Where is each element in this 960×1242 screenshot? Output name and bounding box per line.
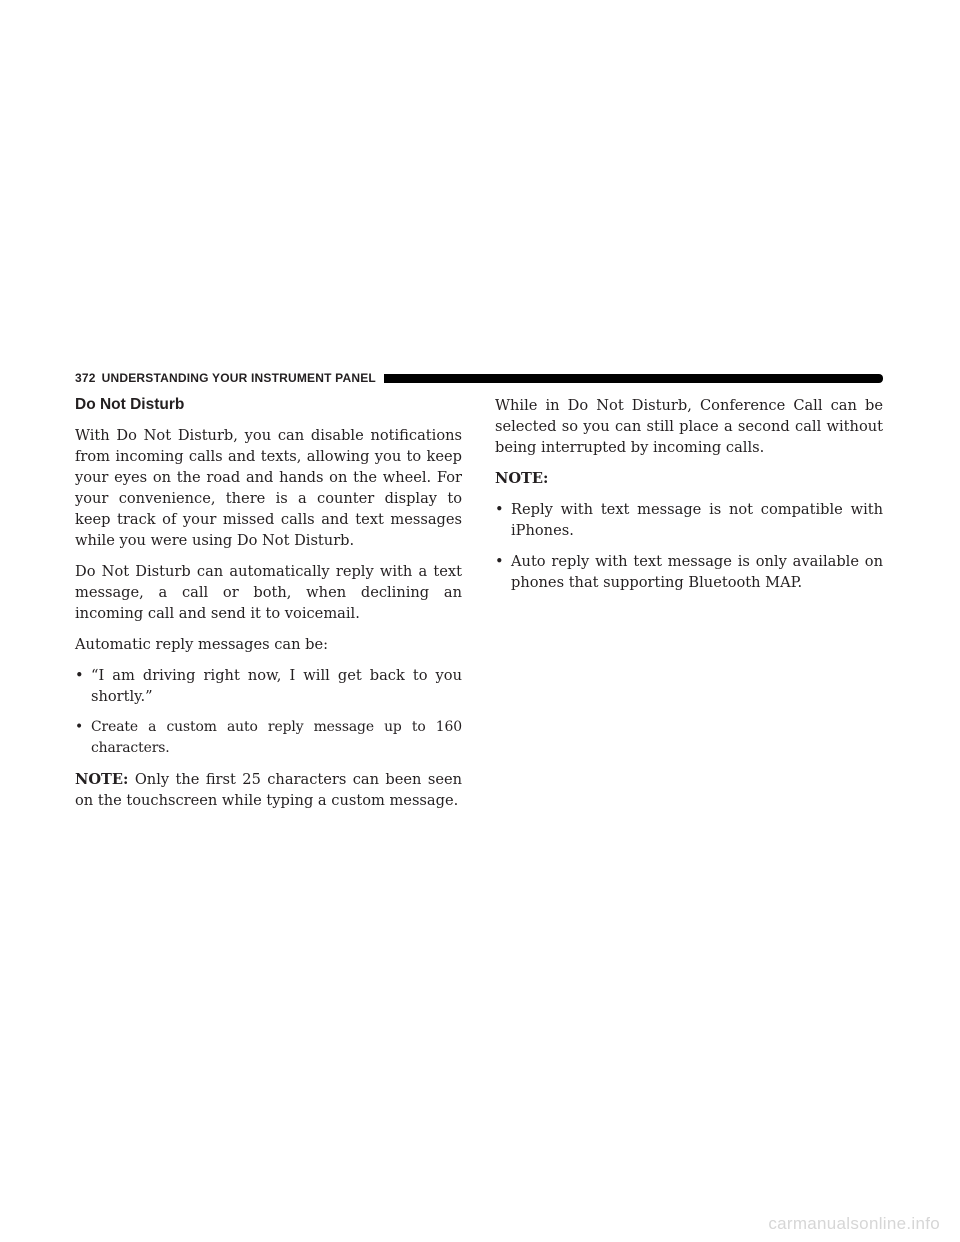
note-text: Only the first 25 characters can been seen on the touchscreen while typing a custom message. [75, 771, 462, 809]
note-list [495, 499, 883, 593]
reply-message-list [75, 665, 462, 759]
paragraph-intro: With Do Not Disturb, you can disable notifications from incoming calls and texts, allowing you to keep your eyes on the road and hands on the wheel. For your convenience, there is a counter display to keep track of your missed calls and text messages while you were using Do Not Disturb. [75, 427, 462, 549]
left-column [75, 395, 462, 821]
note-paragraph [75, 769, 462, 811]
note-label [495, 468, 883, 489]
list-item [75, 665, 462, 707]
bullet-icon: • [495, 553, 504, 570]
list-item [495, 499, 883, 541]
section-title: UNDERSTANDING YOUR INSTRUMENT PANEL [101, 371, 376, 385]
list-item [75, 717, 462, 759]
note-heading: NOTE: [495, 470, 549, 487]
bullet-icon: • [495, 501, 504, 518]
heading-do-not-disturb: Do Not Disturb [75, 396, 185, 413]
paragraph-auto-reply: Do Not Disturb can automatically reply with a text message, a call or both, when declining an incoming call and send it to voicemail. [75, 563, 462, 622]
list-item-text: Reply with text message is not compatible with iPhones. [511, 501, 883, 539]
list-item-text: Create a custom auto reply message up to 160 characters. [91, 719, 462, 756]
page-number: 372 [75, 371, 96, 385]
list-item [495, 551, 883, 593]
header-rule [384, 374, 883, 383]
paragraph-conference-call: While in Do Not Disturb, Conference Call can be selected so you can still place a second call without being interrupted by incoming calls. [495, 397, 883, 456]
note-label: NOTE: [75, 771, 129, 788]
page-header [75, 370, 883, 386]
bullet-icon: • [75, 667, 84, 684]
list-item-text: “I am driving right now, I will get back to you shortly.” [91, 667, 462, 705]
right-column [495, 395, 883, 603]
watermark: carmanualsonline.info [768, 1214, 940, 1233]
paragraph-reply-messages: Automatic reply messages can be: [75, 636, 329, 653]
list-item-text: Auto reply with text message is only available on phones that supporting Bluetooth MAP. [511, 553, 883, 591]
bullet-icon: • [75, 719, 84, 735]
